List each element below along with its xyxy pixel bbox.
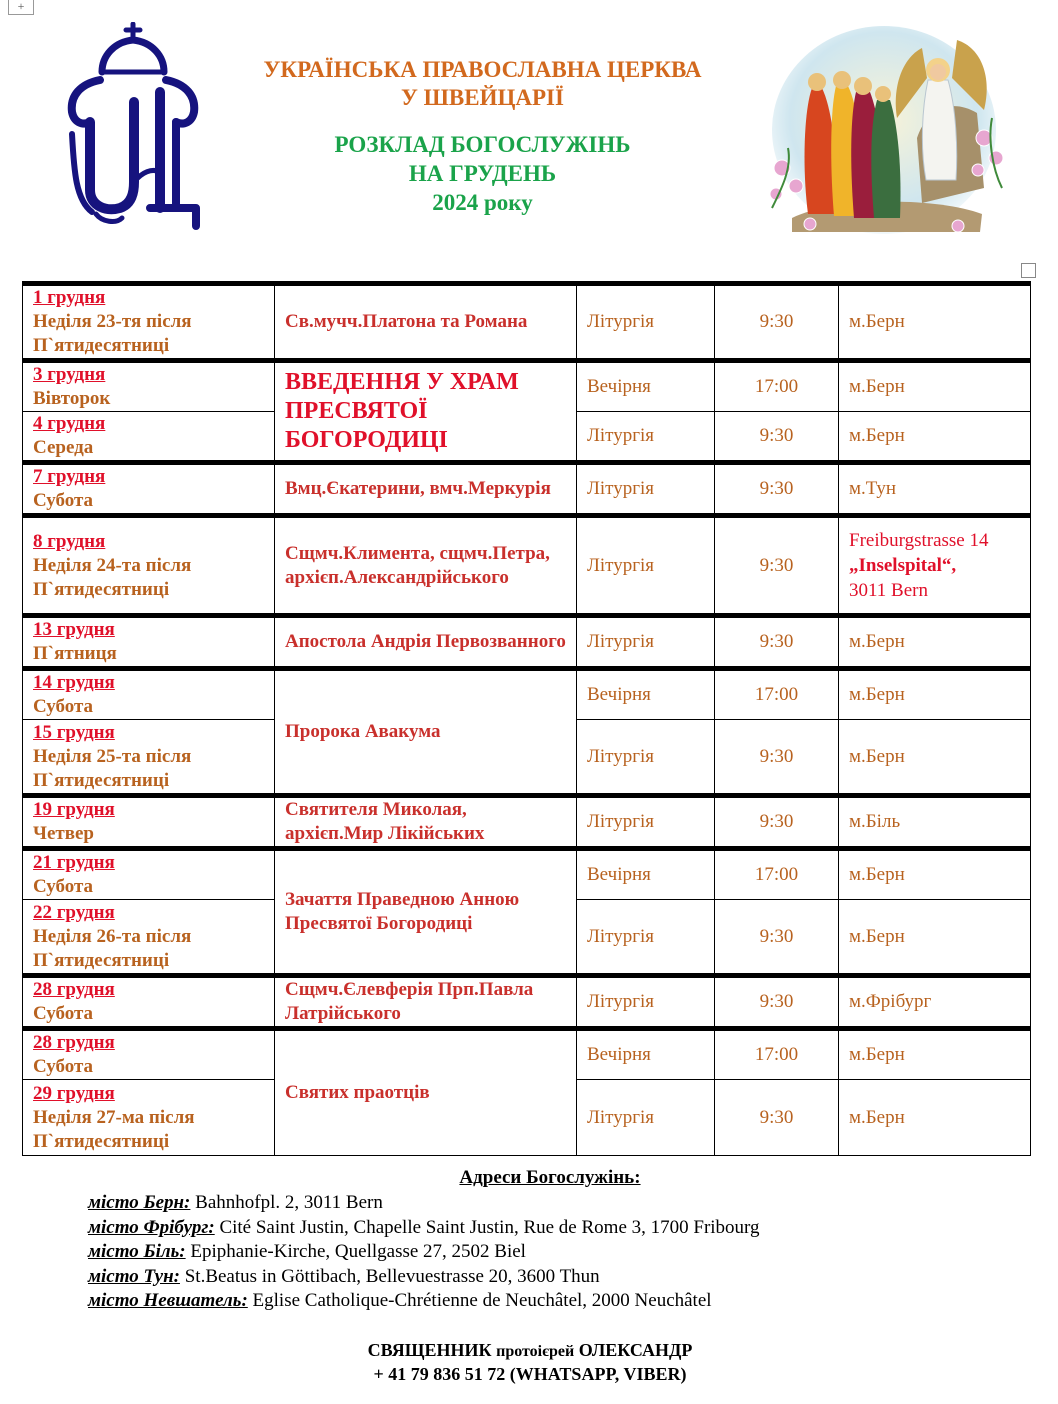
address-text: Eglise Catholique-Chrétienne de Neuchâtel, 2000 Neuchâtel bbox=[252, 1290, 712, 1311]
priest-name-line bbox=[200, 1339, 860, 1363]
date: 1 грудня bbox=[33, 287, 106, 308]
place-cell: м.Берн bbox=[839, 412, 1031, 463]
date-cell bbox=[23, 1029, 275, 1080]
table-row bbox=[23, 849, 1031, 900]
date: 28 грудня bbox=[33, 1032, 115, 1053]
priest-contact bbox=[200, 1339, 860, 1385]
day: Неділя 23-тя після П`ятидесятниці bbox=[33, 311, 192, 356]
service-cell: Вечірня bbox=[577, 1029, 715, 1080]
place-cell: м.Берн bbox=[839, 669, 1031, 720]
date: 19 грудня bbox=[33, 799, 115, 820]
day: Субота bbox=[33, 1003, 94, 1024]
address-text: St.Beatus in Göttibach, Bellevuestrasse 20, 3600 Thun bbox=[184, 1265, 600, 1287]
date: 15 грудня bbox=[33, 721, 115, 743]
feast-cell: Сщмч.Єлевферія Прп.Павла Латрійського bbox=[275, 976, 577, 1029]
schedule-title-line1: РОЗКЛАД БОГОСЛУЖІНЬ bbox=[334, 132, 631, 157]
place-cell: м.Тун bbox=[839, 463, 1031, 516]
place-cell: м.Берн bbox=[839, 720, 1031, 796]
place-cell: м.Берн bbox=[839, 616, 1031, 669]
time-cell: 17:00 bbox=[715, 361, 839, 412]
schedule-title-line3: 2024 року bbox=[432, 190, 533, 215]
church-title-line2: У ШВЕЙЦАРІЇ bbox=[401, 85, 564, 110]
feast-cell: Святителя Миколая, архієп.Мир Лікійських bbox=[275, 796, 577, 849]
place-cell: м.Берн bbox=[839, 1080, 1031, 1156]
date: 21 грудня bbox=[33, 852, 115, 873]
addresses-heading: Адреси Богослужінь: bbox=[459, 1167, 641, 1188]
date: 13 грудня bbox=[33, 619, 115, 640]
date-cell bbox=[23, 669, 275, 720]
service-cell: Літургія bbox=[577, 516, 715, 616]
schedule-title-line2: НА ГРУДЕНЬ bbox=[408, 161, 557, 186]
day: Субота bbox=[33, 1056, 94, 1077]
time-cell: 9:30 bbox=[715, 796, 839, 849]
service-cell: Літургія bbox=[577, 796, 715, 849]
time-cell: 17:00 bbox=[715, 1029, 839, 1080]
date: 3 грудня bbox=[33, 364, 106, 385]
address-city: місто Тун: bbox=[88, 1265, 180, 1287]
table-row bbox=[23, 463, 1031, 516]
place-cell: м.Берн bbox=[839, 849, 1031, 900]
day: Субота bbox=[33, 876, 94, 897]
address-line bbox=[88, 1240, 1028, 1265]
table-row bbox=[23, 669, 1031, 720]
address-line bbox=[88, 1289, 1028, 1314]
time-cell: 17:00 bbox=[715, 669, 839, 720]
day: П`ятниця bbox=[33, 643, 117, 664]
service-cell: Літургія bbox=[577, 1080, 715, 1156]
table-resize-handle[interactable] bbox=[1021, 263, 1036, 278]
place-cell: м.Берн bbox=[839, 361, 1031, 412]
date: 7 грудня bbox=[33, 466, 106, 487]
time-cell: 9:30 bbox=[715, 412, 839, 463]
address-city: місто Невшатель: bbox=[88, 1290, 248, 1311]
time-cell: 9:30 bbox=[715, 900, 839, 976]
day: Неділя 26-та після П`ятидесятниці bbox=[33, 925, 192, 971]
service-cell: Літургія bbox=[577, 976, 715, 1029]
date-cell bbox=[23, 463, 275, 516]
service-cell: Літургія bbox=[577, 284, 715, 361]
service-cell: Вечірня bbox=[577, 669, 715, 720]
date-cell bbox=[23, 796, 275, 849]
place-street: Freiburgstrasse 14 bbox=[849, 530, 989, 551]
table-row bbox=[23, 976, 1031, 1029]
church-title bbox=[210, 56, 755, 112]
place-cell: м.Берн bbox=[839, 900, 1031, 976]
priest-name: ОЛЕКСАНДР bbox=[578, 1340, 693, 1360]
date: 4 грудня bbox=[33, 413, 106, 434]
place-postcode: 3011 Bern bbox=[849, 580, 928, 601]
table-row bbox=[23, 284, 1031, 361]
date: 29 грудня bbox=[33, 1082, 115, 1104]
time-cell: 9:30 bbox=[715, 616, 839, 669]
place-cell: м.Фрібург bbox=[839, 976, 1031, 1029]
table-row bbox=[23, 796, 1031, 849]
feast-cell: Вмц.Єкатерини, вмч.Меркурія bbox=[275, 463, 577, 516]
service-cell: Літургія bbox=[577, 616, 715, 669]
address-line bbox=[88, 1191, 1028, 1216]
date-cell bbox=[23, 516, 275, 616]
address-line bbox=[88, 1265, 1028, 1290]
table-row bbox=[23, 361, 1031, 412]
feast-cell: Пророка Авакума bbox=[275, 669, 577, 796]
day: Неділя 27-ма після П`ятидесятниці bbox=[33, 1106, 195, 1152]
day: Субота bbox=[33, 696, 94, 717]
address-city: місто Берн: bbox=[88, 1192, 191, 1213]
day: Вівторок bbox=[33, 388, 111, 409]
service-cell: Літургія bbox=[577, 463, 715, 516]
date-cell bbox=[23, 284, 275, 361]
day: Неділя 25-та після П`ятидесятниці bbox=[33, 745, 192, 791]
date-cell bbox=[23, 849, 275, 900]
date-cell bbox=[23, 616, 275, 669]
day: Четвер bbox=[33, 823, 94, 844]
service-cell: Літургія bbox=[577, 720, 715, 796]
feast-cell: Святих праотців bbox=[275, 1029, 577, 1156]
time-cell: 9:30 bbox=[715, 720, 839, 796]
addresses-list bbox=[88, 1191, 1028, 1314]
feast-cell: Зачаття Праведною Анною Пресвятої Богородиці bbox=[275, 849, 577, 976]
church-title-line1: УКРАЇНСЬКА ПРАВОСЛАВНА ЦЕРКВА bbox=[263, 57, 702, 82]
schedule-title bbox=[210, 130, 755, 217]
feast-cell: Апостола Андрія Первозванного bbox=[275, 616, 577, 669]
service-cell: Вечірня bbox=[577, 361, 715, 412]
table-row bbox=[23, 516, 1031, 616]
place-building: „Inselspital“, bbox=[849, 555, 957, 576]
date: 8 грудня bbox=[33, 530, 106, 552]
date-cell bbox=[23, 900, 275, 976]
address-line bbox=[88, 1216, 1028, 1241]
table-move-handle[interactable]: + bbox=[8, 0, 34, 15]
time-cell: 9:30 bbox=[715, 1080, 839, 1156]
date: 28 грудня bbox=[33, 979, 115, 1000]
place-cell: м.Берн bbox=[839, 284, 1031, 361]
date: 22 грудня bbox=[33, 901, 115, 923]
address-text: Bahnhofpl. 2, 3011 Bern bbox=[195, 1192, 383, 1213]
date: 14 грудня bbox=[33, 672, 115, 693]
feast-cell: Сщмч.Климента, сщмч.Петра, архієп.Александрійського bbox=[275, 516, 577, 616]
address-text: Epiphanie-Kirche, Quellgasse 27, 2502 Biel bbox=[190, 1241, 526, 1262]
priest-phone: + 41 79 836 51 72 (WHATSAPP, VIBER) bbox=[373, 1364, 687, 1384]
address-text: Cité Saint Justin, Chapelle Saint Justin, Rue de Rome 3, 1700 Fribourg bbox=[219, 1216, 760, 1238]
date-cell bbox=[23, 720, 275, 796]
priest-title: протоієрей bbox=[496, 1343, 575, 1360]
place-cell: м.Біль bbox=[839, 796, 1031, 849]
time-cell: 17:00 bbox=[715, 849, 839, 900]
feast-cell: Св.мучч.Платона та Романа bbox=[275, 284, 577, 361]
day: Середа bbox=[33, 437, 94, 458]
date-cell bbox=[23, 976, 275, 1029]
day: Субота bbox=[33, 490, 94, 511]
time-cell: 9:30 bbox=[715, 284, 839, 361]
place-cell: м.Берн bbox=[839, 1029, 1031, 1080]
date-cell bbox=[23, 412, 275, 463]
time-cell: 9:30 bbox=[715, 516, 839, 616]
time-cell: 9:30 bbox=[715, 463, 839, 516]
time-cell: 9:30 bbox=[715, 976, 839, 1029]
service-cell: Вечірня bbox=[577, 849, 715, 900]
myrrhbearers-icon bbox=[752, 18, 1014, 248]
service-cell: Літургія bbox=[577, 412, 715, 463]
service-cell: Літургія bbox=[577, 900, 715, 976]
date-cell bbox=[23, 1080, 275, 1156]
date-cell bbox=[23, 361, 275, 412]
church-logo-icon bbox=[62, 22, 204, 232]
feast-cell: ВВЕДЕННЯ У ХРАМ ПРЕСВЯТОЇ БОГОРОДИЦІ bbox=[275, 361, 577, 463]
address-city: місто Біль: bbox=[88, 1241, 186, 1262]
priest-role: СВЯЩЕННИК bbox=[367, 1340, 492, 1360]
schedule-table bbox=[22, 281, 1031, 1156]
place-cell bbox=[839, 516, 1031, 616]
table-row bbox=[23, 1029, 1031, 1080]
address-city: місто Фрібург: bbox=[88, 1216, 215, 1238]
table-row bbox=[23, 616, 1031, 669]
day: Неділя 24-та після П`ятидесятниці bbox=[33, 554, 192, 600]
